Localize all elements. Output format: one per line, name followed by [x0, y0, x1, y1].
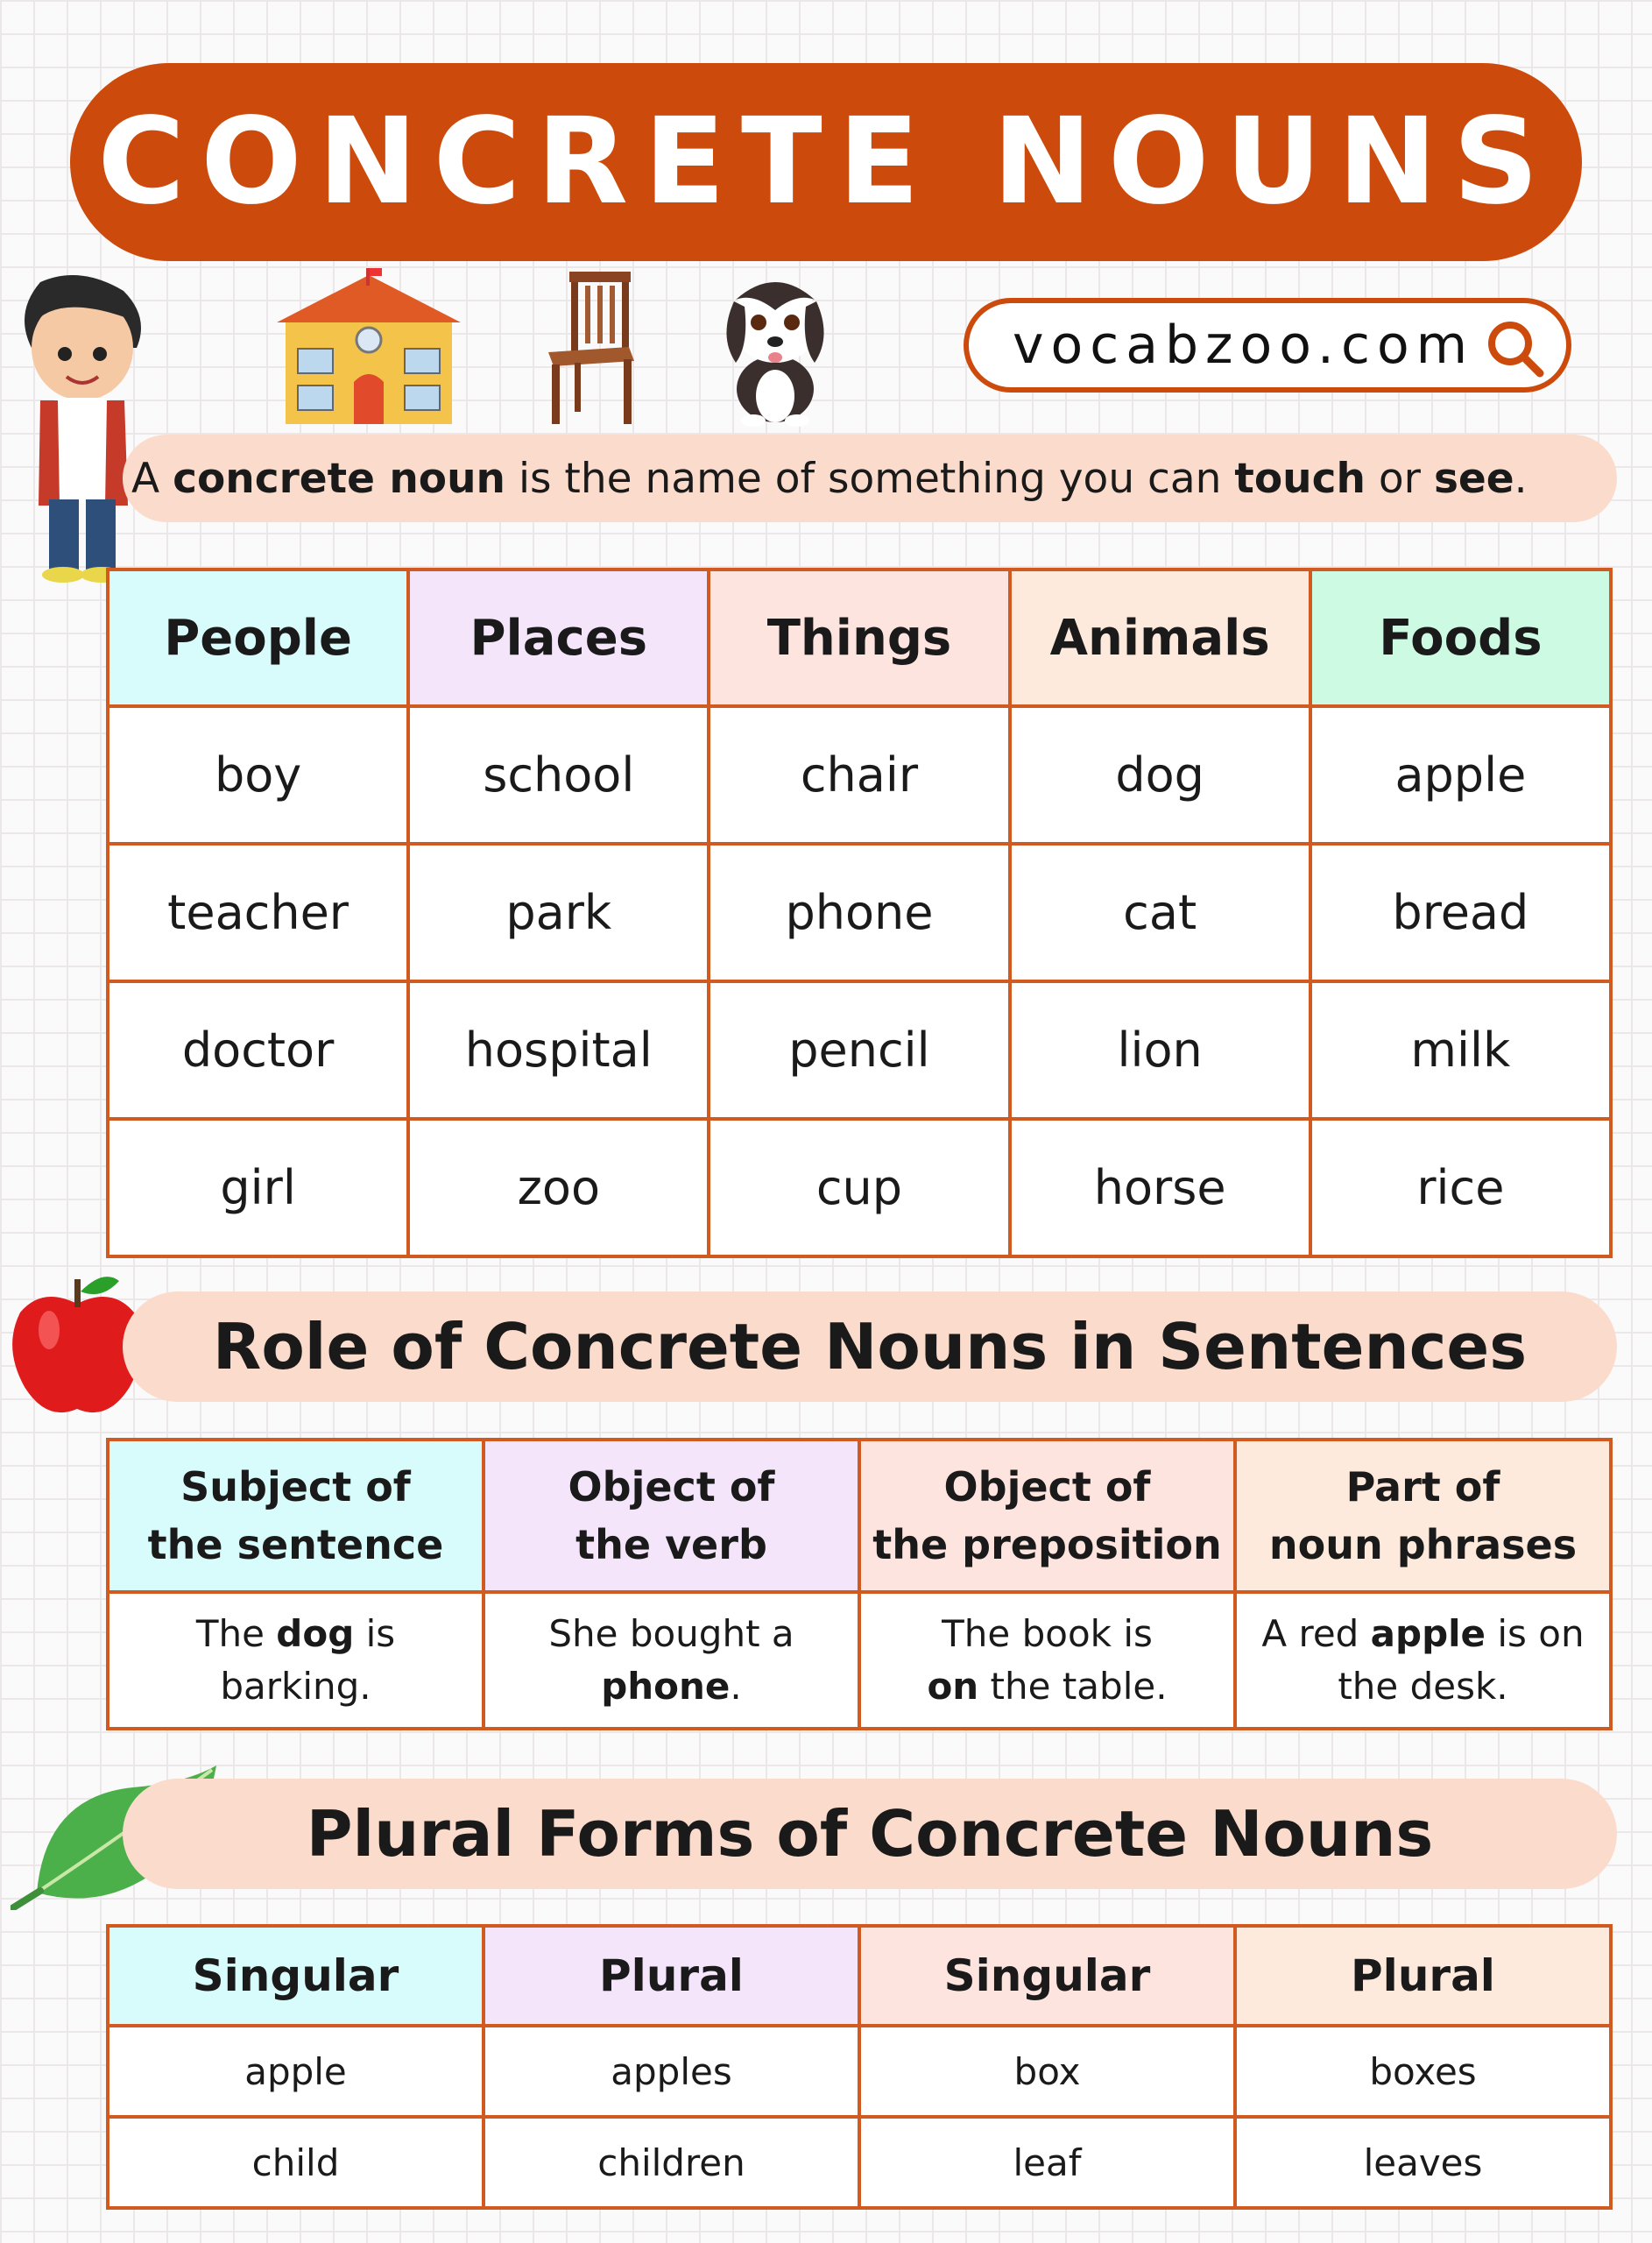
example-noun-phrase: A red apple is on the desk.	[1235, 1592, 1611, 1729]
table-cell: park	[408, 844, 709, 981]
definition-term: concrete noun	[173, 454, 505, 503]
header-plural-2: Plural	[1235, 1926, 1611, 2026]
header-object-verb: Object of the verb	[484, 1440, 859, 1592]
table-cell: cat	[1010, 844, 1310, 981]
table-cell: horse	[1010, 1119, 1310, 1256]
role-section-title: Role of Concrete Nouns in Sentences	[212, 1310, 1528, 1383]
definition-text-1: A	[131, 454, 173, 503]
example-object-verb: She bought a phone.	[484, 1592, 859, 1729]
table-cell: milk	[1310, 981, 1611, 1119]
table-cell: boy	[108, 706, 408, 844]
table-row	[108, 2117, 1611, 2208]
chair-icon	[543, 268, 639, 426]
header-animals: Animals	[1010, 570, 1310, 706]
table-row	[108, 844, 1611, 981]
header-noun-phrase: Part of noun phrases	[1235, 1440, 1611, 1592]
header-object-preposition: Object of the preposition	[859, 1440, 1235, 1592]
header-singular-1: Singular	[108, 1926, 484, 2026]
header-plural-1: Plural	[484, 1926, 859, 2026]
boy-illustration	[5, 273, 154, 585]
table-row	[108, 1592, 1611, 1729]
table-cell: zoo	[408, 1119, 709, 1256]
header-places: Places	[408, 570, 709, 706]
table-cell: leaf	[859, 2117, 1235, 2208]
table-cell: leaves	[1235, 2117, 1611, 2208]
search-icon[interactable]	[1484, 317, 1547, 380]
table-cell: box	[859, 2026, 1235, 2117]
table-cell: school	[408, 706, 709, 844]
page-title: CONCRETE NOUNS	[97, 93, 1555, 231]
table-cell: phone	[709, 844, 1009, 981]
header-people: People	[108, 570, 408, 706]
definition-see: see	[1433, 454, 1514, 503]
definition-touch: touch	[1234, 454, 1366, 503]
definition-text-3: or	[1365, 454, 1434, 503]
table-header-row	[108, 1926, 1611, 2026]
role-section-title-bar	[123, 1291, 1617, 1402]
header-singular-2: Singular	[859, 1926, 1235, 2026]
table-cell: girl	[108, 1119, 408, 1256]
table-cell: doctor	[108, 981, 408, 1119]
header-things: Things	[709, 570, 1009, 706]
table-cell: lion	[1010, 981, 1310, 1119]
example-object-preposition: The book is on the table.	[859, 1592, 1235, 1729]
search-text: vocabzoo.com	[1013, 315, 1475, 376]
search-bar[interactable]	[964, 298, 1571, 393]
table-cell: chair	[709, 706, 1009, 844]
header-subject: Subject of the sentence	[108, 1440, 484, 1592]
definition-text-4: .	[1514, 454, 1528, 503]
plural-section-title: Plural Forms of Concrete Nouns	[306, 1797, 1434, 1871]
table-cell: dog	[1010, 706, 1310, 844]
header-foods: Foods	[1310, 570, 1611, 706]
table-cell: children	[484, 2117, 859, 2208]
table-row	[108, 1119, 1611, 1256]
table-row	[108, 2026, 1611, 2117]
table-cell: cup	[709, 1119, 1009, 1256]
definition-banner	[123, 435, 1617, 522]
table-cell: child	[108, 2117, 484, 2208]
table-row	[108, 706, 1611, 844]
table-cell: apples	[484, 2026, 859, 2117]
plural-section-title-bar	[123, 1779, 1617, 1889]
table-cell: bread	[1310, 844, 1611, 981]
school-icon	[268, 268, 469, 426]
role-table	[106, 1438, 1613, 1730]
table-cell: boxes	[1235, 2026, 1611, 2117]
definition-text-2: is the name of something you can	[505, 454, 1235, 503]
table-cell: pencil	[709, 981, 1009, 1119]
examples-table	[106, 568, 1613, 1258]
puppy-icon	[710, 266, 841, 428]
table-cell: teacher	[108, 844, 408, 981]
table-header-row	[108, 1440, 1611, 1592]
example-subject: The dog is barking.	[108, 1592, 484, 1729]
table-row	[108, 981, 1611, 1119]
table-cell: apple	[1310, 706, 1611, 844]
title-banner	[70, 63, 1582, 261]
table-cell: apple	[108, 2026, 484, 2117]
table-cell: hospital	[408, 981, 709, 1119]
table-cell: rice	[1310, 1119, 1611, 1256]
table-header-row	[108, 570, 1611, 706]
plural-table	[106, 1924, 1613, 2210]
